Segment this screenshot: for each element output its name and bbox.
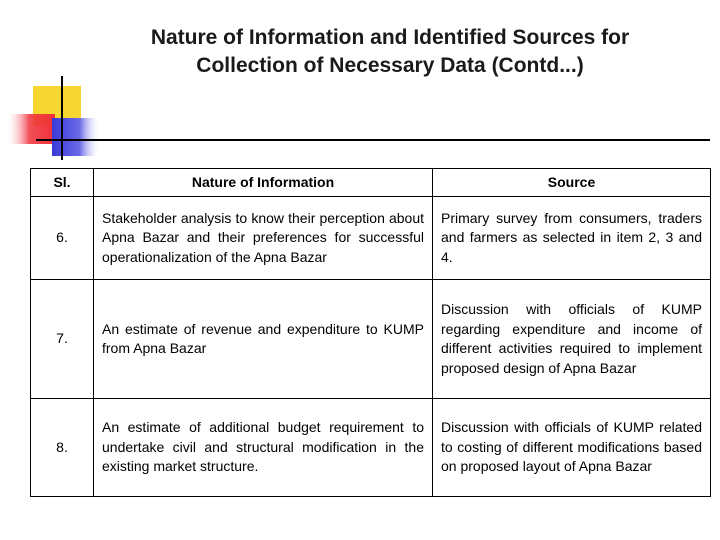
page-title	[100, 24, 680, 80]
title-line-2: Collection of Necessary Data (Contd...)	[196, 54, 584, 77]
cell-source: Primary survey from consumers, traders and farmers as selected in item 2, 3 and 4.	[433, 197, 711, 280]
cell-source: Discussion with officials of KUMP regarding expenditure and income of different activities required to implement proposed design of Apna Bazar	[433, 280, 711, 399]
information-table	[30, 168, 711, 497]
title-line-1: Nature of Information and Identified Sources for	[150, 26, 630, 49]
cell-sl: 6.	[31, 197, 94, 280]
cell-nature: Stakeholder analysis to know their perception about Apna Bazar and their preferences for successful operationalization of the Apna Bazar	[94, 197, 433, 280]
table-row	[31, 197, 711, 280]
table-row	[31, 399, 711, 497]
header-sl: Sl.	[31, 169, 94, 197]
cell-sl: 7.	[31, 280, 94, 399]
cell-nature: An estimate of additional budget requirement to undertake civil and structural modification in the existing market structure.	[94, 399, 433, 497]
cell-source: Discussion with officials of KUMP related to costing of different modifications based on proposed layout of Apna Bazar	[433, 399, 711, 497]
table-header-row	[31, 169, 711, 197]
deco-blue-square	[52, 118, 98, 156]
table-row	[31, 280, 711, 399]
cell-sl: 8.	[31, 399, 94, 497]
header-source: Source	[433, 169, 711, 197]
cell-nature: An estimate of revenue and expenditure to KUMP from Apna Bazar	[94, 280, 433, 399]
deco-long-rule	[118, 139, 710, 141]
header-nature: Nature of Information	[94, 169, 433, 197]
